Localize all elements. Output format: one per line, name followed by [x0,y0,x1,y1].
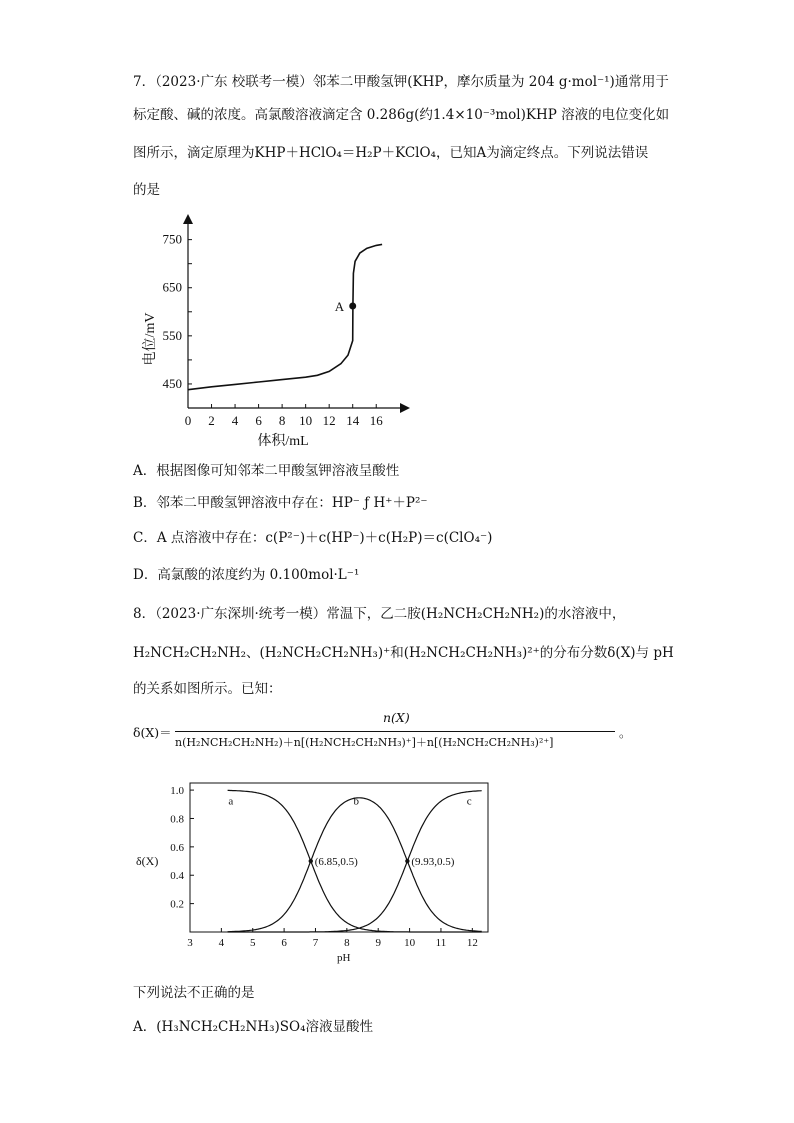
formula-lhs: δ(X)＝ [133,725,172,740]
chart1-x-tick-label: 10 [299,413,313,428]
chart2-x-tick-label: 7 [312,937,319,949]
chart2-y-tick-label: 0.6 [170,841,184,854]
chart1-x-tick-label: 6 [255,413,262,428]
chart2-x-tick-label: 6 [281,937,287,949]
chart1-x-tick-label: 0 [184,413,192,428]
chart2-x-tick-label: 3 [187,937,193,949]
chart2-x-tick-label: 5 [249,937,256,949]
q8-line-1: 8．（2023·广东深圳·统考一模）常温下，乙二胺(H₂NCH₂CH₂NH₂)的水溶液中， [133,606,626,622]
q7-option-d: D．高氯酸的浓度约为 0.100mol·L⁻¹ [133,567,360,583]
chart2-series-b-label: b [353,795,360,808]
chart1-y-tick-label: 450 [162,375,182,391]
distribution-fraction-chart [130,775,500,970]
chart1-x-tick-label: 2 [208,413,215,428]
chart2-y-tick-label: 0.8 [170,813,184,826]
chart2-crossing-2 [405,859,409,863]
q7-line-4: 的是 [133,182,160,198]
formula-end: 。 [619,725,632,740]
chart1-endpoint-a [349,303,356,310]
chart1-x-tick-label: 14 [346,413,360,428]
q7-option-b: B．邻苯二甲酸氢钾溶液中存在：HP⁻ ƒ H⁺＋P²⁻ [133,495,428,511]
chart2-crossing-1 [309,859,313,863]
chart1-y-tick-label: 550 [162,327,182,343]
chart2-x-tick-label: 10 [404,937,416,949]
chart2-y-label: δ(X) [136,854,159,869]
chart1-series-line [188,244,382,389]
chart1-y-tick-label: 750 [162,231,182,247]
chart2-x-tick-label: 4 [218,937,225,949]
chart2-x-label: pH [336,952,351,964]
q8-line-2: H₂NCH₂CH₂NH₂、(H₂NCH₂CH₂NH₃)⁺和(H₂NCH₂CH₂NH₃)²⁺的分布分数δ(X)与 pH [133,645,674,661]
chart2-y-tick-label: 0.2 [170,898,184,911]
chart1-axes [183,214,410,413]
q7-option-a: A．根据图像可知邻苯二甲酸氢钾溶液呈酸性 [133,463,400,479]
chart2-series-c-label: c [466,795,472,808]
chart2-x-tick-label: 12 [466,937,478,949]
formula-numerator: n(X) [383,710,410,725]
chart1-ticks [163,232,384,428]
chart1-x-tick-label: 16 [369,413,383,428]
chart1-endpoint-label: A [334,299,345,315]
chart2-y-tick-label: 1.0 [170,785,184,798]
q8-option-a: A．(H₃NCH₂CH₂NH₃)SO₄溶液显酸性 [133,1019,374,1035]
chart2-series-a-label: a [228,795,234,808]
chart1-x-tick-label: 12 [322,413,336,428]
q7-option-c: C．A 点溶液中存在：c(P²⁻)＋c(HP⁻)＋c(H₂P)＝c(ClO₄⁻) [133,530,493,546]
chart2-x-tick-label: 8 [344,937,350,949]
q8-formula [133,710,653,762]
q7-line-2: 标定酸、碱的浓度。高氯酸溶液滴定含 0.286g(约1.4×10⁻³mol)KHP 溶液的电位变化如 [133,107,670,123]
q8-after-text: 下列说法不正确的是 [133,985,255,1001]
chart2-crossing-1-label: (6.85,0.5) [314,856,358,869]
chart1-y-tick-label: 650 [162,279,182,295]
chart1-x-arrow [400,403,410,413]
q7-line-3: 图所示，滴定原理为KHP＋HClO₄＝H₂P＋KClO₄，已知A为滴定终点。下列说法错误 [133,145,649,161]
formula-denominator: n(H₂NCH₂CH₂NH₂)＋n[(H₂NCH₂CH₂NH₃)⁺]＋n[(H₂NCH₂CH₂NH₃)²⁺] [175,736,554,749]
chart2-y-tick-label: 0.4 [170,870,184,883]
chart1-x-tick-label: 4 [231,413,239,428]
chart1-x-tick-label: 8 [278,413,286,428]
q7-line-1: 7．（2023·广东 校联考一模）邻苯二甲酸氢钾(KHP，摩尔质量为 204 g·mol⁻¹)通常用于 [133,74,669,90]
fraction-bar [175,731,615,732]
chart1-y-label: 电位/mV [143,312,158,366]
chart1-x-label: 体积/mL [257,434,309,449]
q8-line-3: 的关系如图所示。已知： [133,681,282,697]
chart2-crossing-2-label: (9.93,0.5) [411,856,455,869]
chart2-x-tick-label: 9 [375,937,381,949]
potential-titration-chart [130,210,420,455]
chart2-x-tick-label: 11 [435,937,447,949]
chart1-y-arrow [183,214,193,224]
